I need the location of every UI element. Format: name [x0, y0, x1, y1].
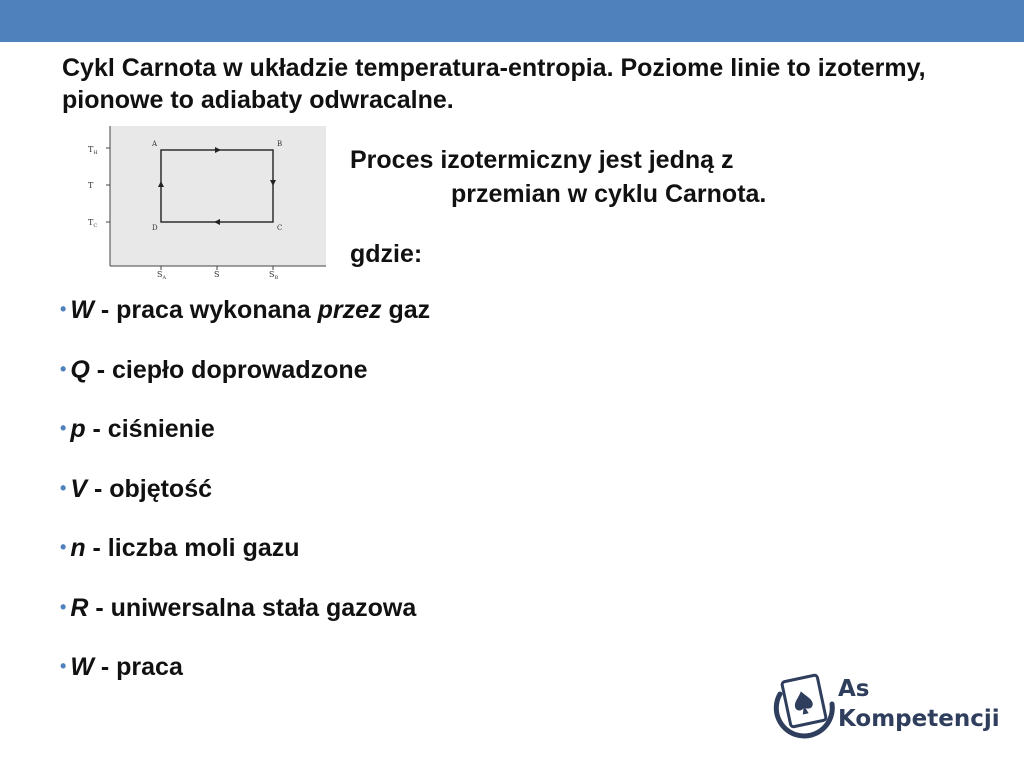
symbol: R	[70, 593, 89, 622]
symbol-list	[60, 296, 430, 713]
bullet-icon: •	[60, 596, 67, 617]
definition: - praca	[93, 653, 183, 681]
definition: - ciepło doprowadzone	[89, 355, 368, 384]
point-a: A	[152, 140, 158, 148]
logo-text-line2: Kompetencji	[838, 706, 1000, 732]
list-item	[60, 356, 430, 416]
bullet-icon: •	[60, 418, 67, 438]
point-b: B	[277, 140, 283, 148]
symbol: p	[70, 415, 86, 443]
list-item	[60, 653, 430, 713]
list-item	[60, 534, 430, 594]
process-line-1: Proces izotermiczny jest jedną z	[350, 146, 734, 174]
symbol: V	[70, 474, 87, 503]
bullet-icon: •	[60, 358, 67, 379]
logo-text-line1: As	[838, 676, 870, 702]
symbol: n	[70, 534, 86, 562]
top-banner	[0, 0, 1024, 42]
label-tc: $T_C$	[88, 218, 98, 229]
label-sb: $S_B$	[269, 270, 279, 281]
bullet-icon: •	[60, 299, 67, 319]
point-d: D	[152, 224, 158, 232]
card-spade-icon	[776, 675, 832, 736]
symbol: Q	[70, 355, 90, 384]
label-t: T	[88, 181, 94, 190]
list-item	[60, 415, 430, 475]
label-s: S	[214, 270, 220, 279]
emphasis: przez	[317, 296, 382, 324]
point-c: C	[277, 224, 283, 232]
definition: - uniwersalna stała gazowa	[88, 593, 417, 622]
intro-text: Cykl Carnota w układzie temperatura-entropia. Poziome linie to izotermy, pionowe to adiabaty odwracalne.	[62, 54, 926, 114]
bullet-icon: •	[60, 477, 67, 498]
definition: - praca wykonana	[93, 296, 318, 324]
symbol: W	[70, 653, 94, 681]
process-line-2: przemian w cyklu Carnota.	[451, 180, 767, 208]
list-item	[60, 296, 430, 356]
definition: - liczba moli gazu	[85, 534, 300, 562]
symbol: W	[70, 296, 94, 324]
bullet-icon: •	[60, 656, 67, 676]
definition: - ciśnienie	[85, 415, 215, 443]
label-th: $T_H$	[88, 145, 98, 156]
definition: - objętość	[87, 474, 213, 503]
list-item	[60, 475, 430, 535]
where-label: gdzie:	[350, 240, 423, 268]
label-sa: $S_A$	[157, 270, 167, 281]
plot-area	[110, 126, 326, 266]
bullet-icon: •	[60, 537, 67, 557]
list-item	[60, 594, 430, 654]
carnot-ts-diagram	[80, 126, 326, 284]
definition-tail: gaz	[381, 296, 431, 324]
